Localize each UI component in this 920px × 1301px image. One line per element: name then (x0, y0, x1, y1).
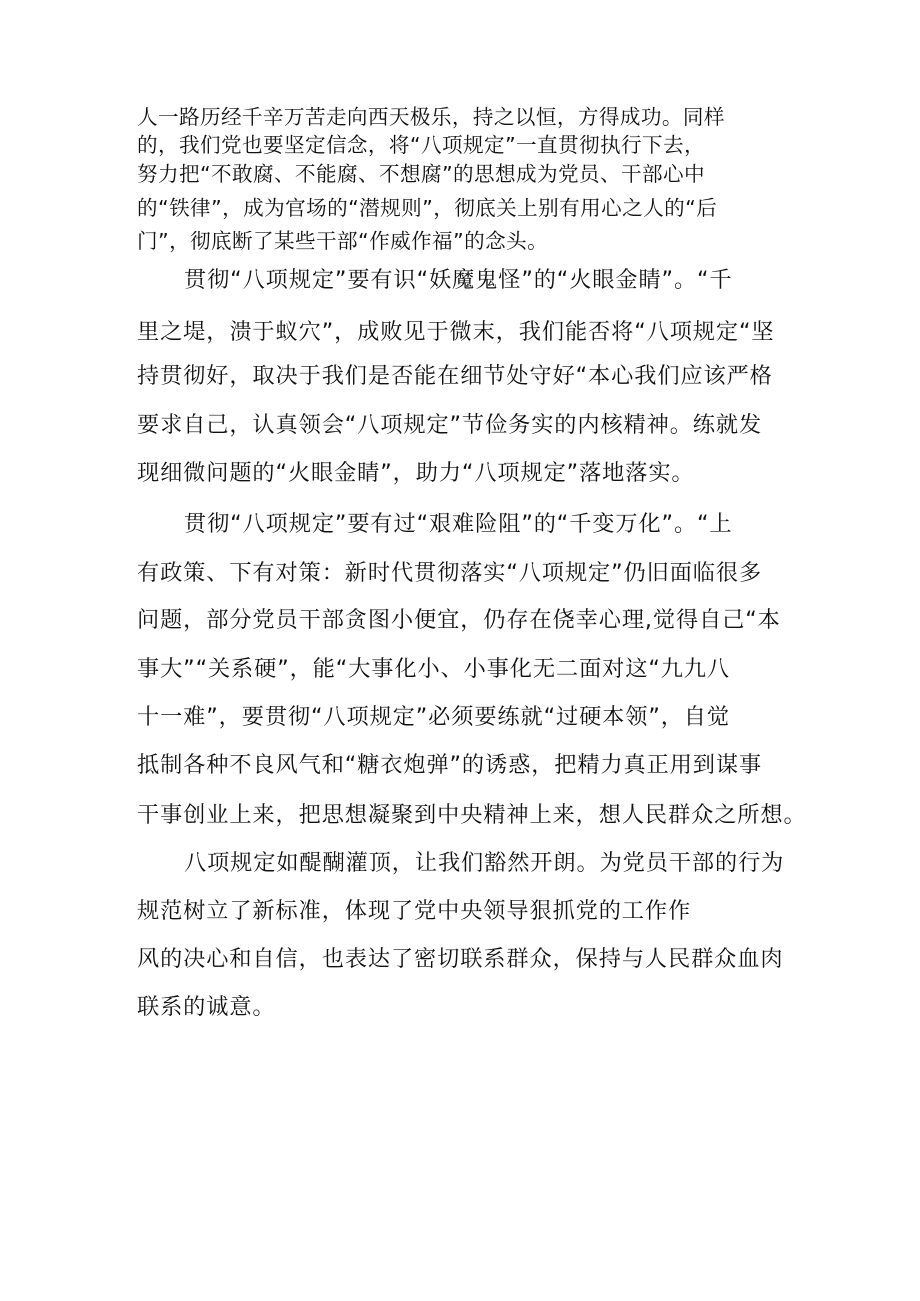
paragraph-1-line-2: 的，我们党也要坚定信念，将“八项规定”一直贯彻执行下去， (137, 133, 705, 157)
paragraph-3-line-6: 抵制各种不良风气和“糖衣炮弹”的诱惑，把精力真正用到谋事 (137, 752, 763, 778)
paragraph-3-line-3: 问题，部分党员干部贪图小便宜，仍存在侥幸心理,觉得自己“本 (137, 607, 781, 633)
paragraph-1-line-5: 门”，彻底断了某些干部“作威作福”的念头。 (137, 229, 549, 253)
paragraph-2-line-4: 要求自己，认真领会“八项规定”节俭务实的内核精神。练就发 (137, 412, 763, 438)
paragraph-2-line-3: 持贯彻好，取决于我们是否能在细节处守好“本心我们应该严格 (137, 363, 773, 389)
paragraph-4-line-4: 联系的诚意。 (137, 994, 276, 1020)
paragraph-1-line-1: 人一路历经千辛万苦走向西天极乐，持之以恒，方得成功。同样 (137, 105, 725, 129)
paragraph-4-line-3: 风的决心和自信，也表达了密切联系群众，保持与人民群众血肉 (137, 946, 784, 972)
paragraph-3-line-1: 贯彻“八项规定”要有过“艰难险阻”的“千变万化”。“上 (184, 511, 733, 537)
paragraph-1-line-4: 的“铁律”，成为官场的“潜规则”，彻底关上别有用心之人的“后 (137, 196, 718, 220)
paragraph-3-line-2: 有政策、下有对策：新时代贯彻落实“八项规定”仍旧面临很多 (137, 560, 763, 586)
paragraph-2-line-2: 里之堤，溃于蚁穴”，成败见于微末，我们能否将“八项规定“坚 (137, 319, 775, 345)
paragraph-2-line-1: 贯彻“八项规定”要有识“妖魔鬼怪”的“火眼金睛”。“千 (184, 267, 733, 293)
paragraph-1-line-3: 努力把“不敢腐、不能腐、不想腐”的思想成为党员、干部心中 (137, 162, 705, 186)
paragraph-2-line-5: 现细微问题的“火眼金睛”，助力“八项规定”落地落实。 (137, 460, 695, 486)
paragraph-3-line-5: 十一难”，要贯彻“八项规定”必须要练就“过硬本领”，自觉 (137, 704, 730, 730)
paragraph-4-line-1: 八项规定如醍醐灌顶，让我们豁然开朗。为党员干部的行为 (184, 850, 785, 876)
paragraph-4-line-2: 规范树立了新标准，体现了党中央领导狠抓党的工作作 (137, 898, 692, 924)
paragraph-3-line-7: 干事创业上来，把思想凝聚到中央精神上来，想人民群众之所想。 (137, 802, 807, 828)
paragraph-3-line-4: 事大”“关系硬”，能“大事化小、小事化无二面对这“九九八 (137, 656, 730, 682)
